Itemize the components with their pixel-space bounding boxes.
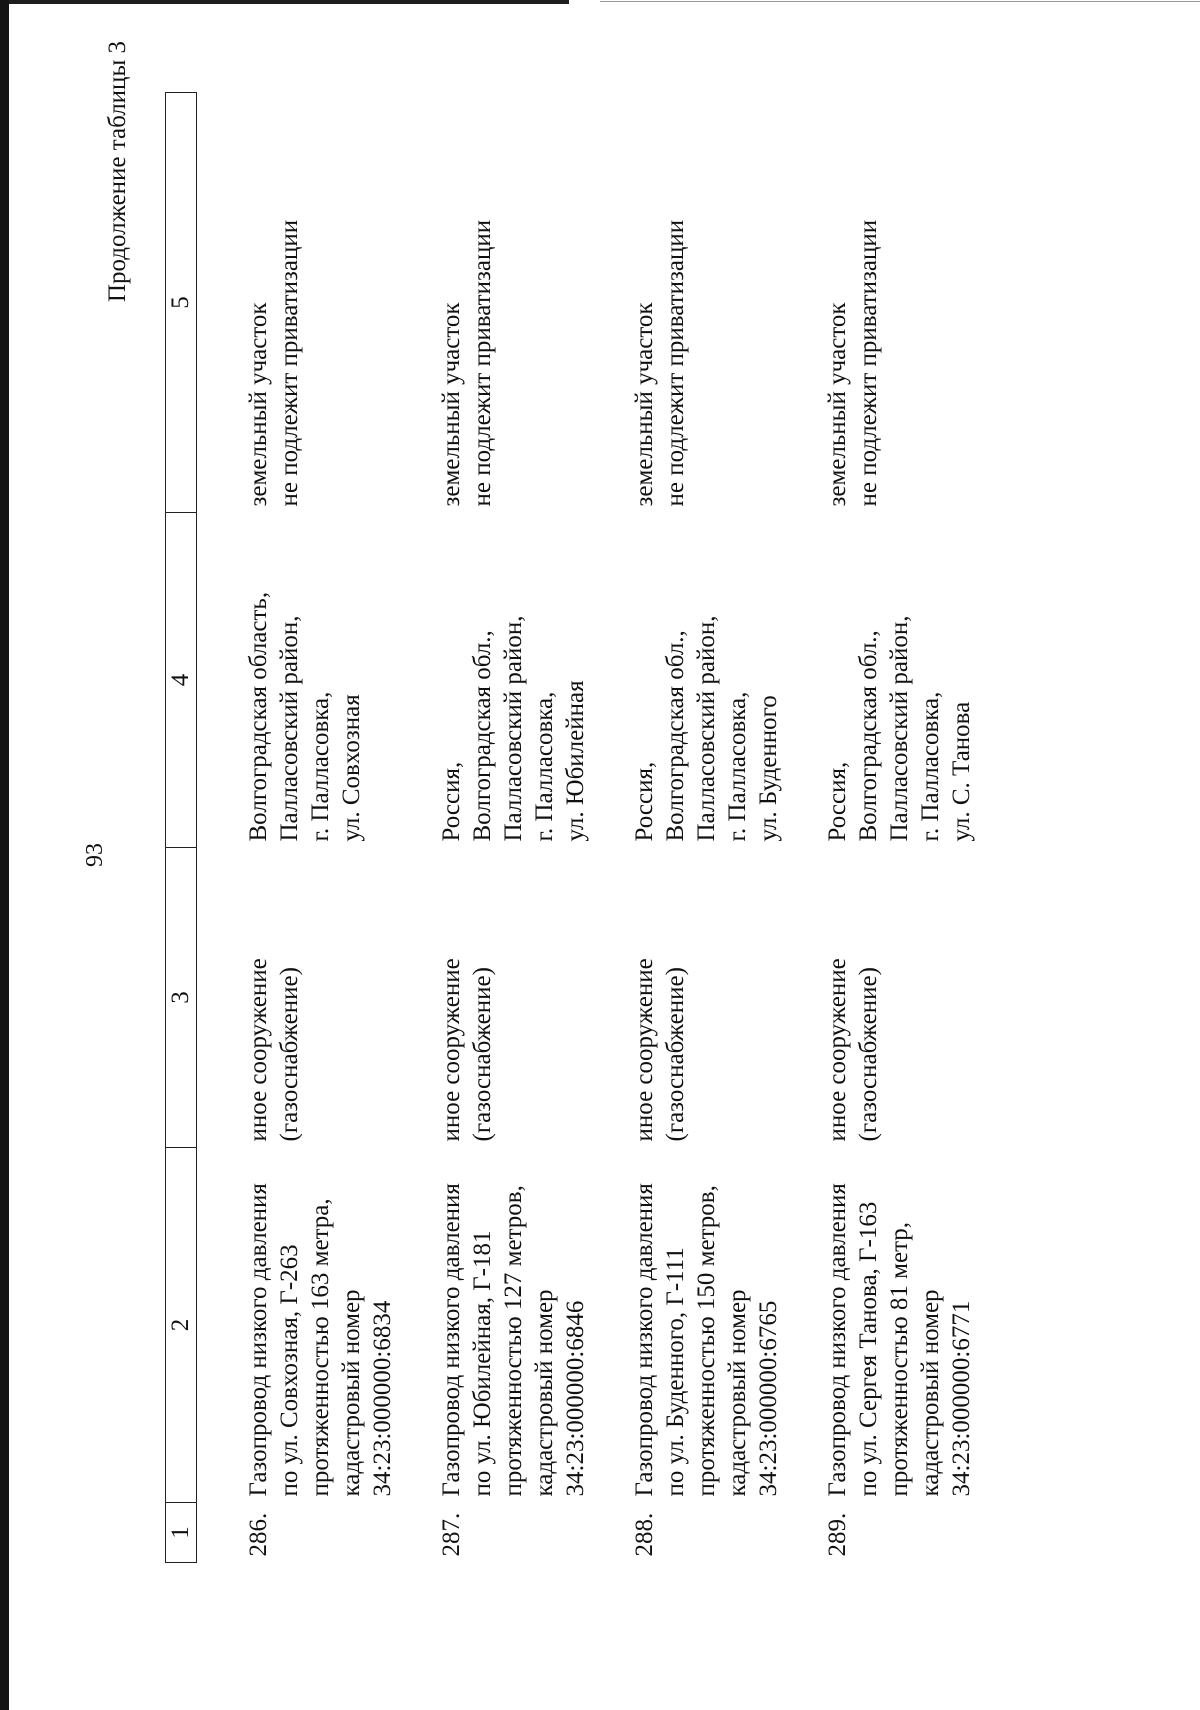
object-address: Россия, Волгоградская обл., Палласовский район, г. Палласовка, ул. Юбилейная: [438, 615, 589, 842]
row-number: 286.: [245, 1512, 272, 1557]
header-col-4: 4: [166, 513, 197, 848]
table-row: [591, 93, 784, 1563]
header-row: [166, 93, 197, 1563]
land-note: земельный участок не подлежит приватизации: [438, 219, 496, 507]
page-number: 93: [82, 843, 108, 867]
land-note: земельный участок не подлежит приватизации: [245, 219, 303, 507]
object-name: Газопровод низкого давления по ул. Совхозная, Г-263 протяженностью 163 метра, кадастровый номер 34:23:000000:6834: [245, 1183, 396, 1497]
object-type: иное сооружение (газоснабжение): [824, 958, 882, 1142]
object-type: иное сооружение (газоснабжение): [245, 958, 303, 1142]
object-name: Газопровод низкого давления по ул. Юбилейная, Г-181 протяженностью 127 метров, кадастровый номер 34:23:000000:6846: [438, 1183, 589, 1497]
object-address: Россия, Волгоградская обл., Палласовский район, г. Палласовка, ул. Буденного: [631, 615, 782, 842]
land-note: земельный участок не подлежит приватизации: [824, 219, 882, 507]
object-address: Волгоградская область, Палласовский район, г. Палласовка, ул. Совхозная: [245, 591, 365, 842]
land-note: земельный участок не подлежит приватизации: [631, 219, 689, 507]
row-number: 289.: [824, 1512, 851, 1557]
header-col-1: 1: [166, 1503, 197, 1563]
table-body: [197, 93, 978, 1563]
header-col-5: 5: [166, 93, 197, 513]
row-number: 288.: [631, 1512, 658, 1557]
property-table: [165, 92, 977, 1563]
header-col-3: 3: [166, 848, 197, 1148]
object-type: иное сооружение (газоснабжение): [438, 958, 496, 1142]
table-row: [398, 93, 591, 1563]
object-name: Газопровод низкого давления по ул. Буденного, Г-111 протяженностью 150 метров, кадастровый номер 34:23:000000:6765: [631, 1183, 782, 1497]
header-col-2: 2: [166, 1148, 197, 1503]
object-type: иное сооружение (газоснабжение): [631, 958, 689, 1142]
object-address: Россия, Волгоградская обл., Палласовский район, г. Палласовка, ул. С. Танова: [824, 615, 975, 842]
object-name: Газопровод низкого давления по ул. Сергея Танова, Г-163 протяженностью 81 метр, кадастровый номер 34:23:000000:6771: [824, 1183, 975, 1497]
row-number: 287.: [438, 1512, 465, 1557]
table-row: [784, 93, 977, 1563]
table-header: [166, 93, 197, 1563]
table-caption: Продолжение таблицы 3: [104, 41, 131, 303]
table-row: [197, 93, 399, 1563]
